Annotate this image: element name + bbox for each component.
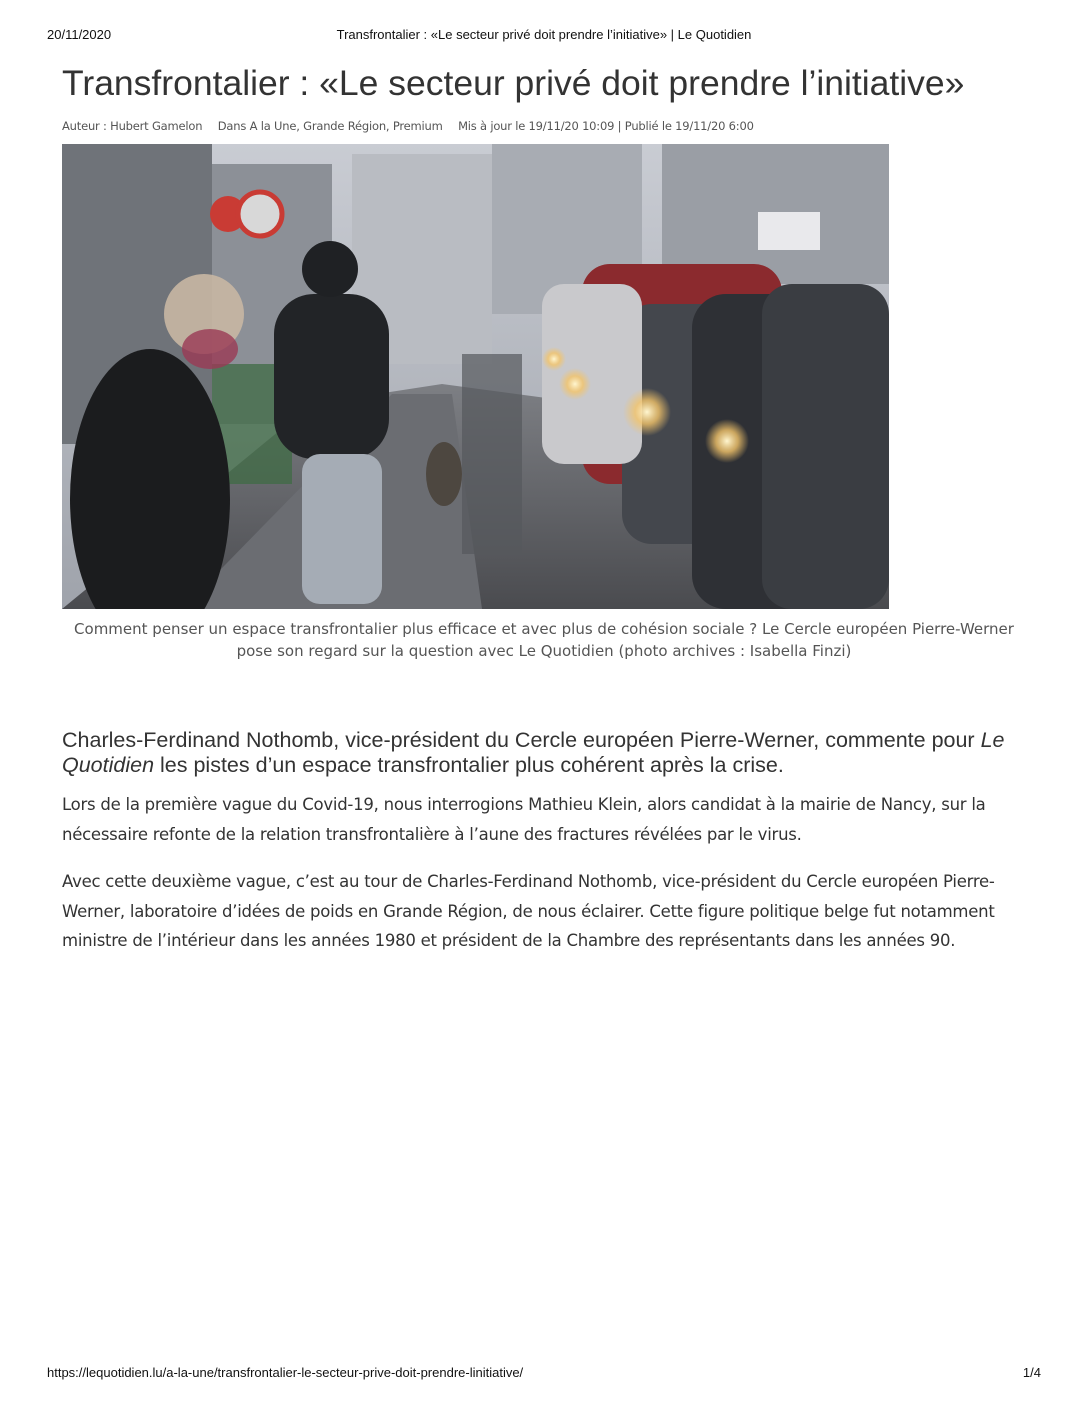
article-paragraph: Lors de la première vague du Covid-19, nous interrogions Mathieu Klein, alors candidat à la mairie de Nancy, sur la nécessaire refonte de la relation transfrontalière à l’aune des fractures révélées par le virus.	[62, 795, 986, 844]
print-footer-url: https://lequotidien.lu/a-la-une/transfrontalier-le-secteur-prive-doit-prendre-linitiative/	[47, 1365, 524, 1380]
print-header-title: Transfrontalier : «Le secteur privé doit prendre l’initiative» | Le Quotidien	[336, 27, 752, 42]
print-footer-page-number: 1/4	[1022, 1365, 1041, 1380]
article-paragraph: Avec cette deuxième vague, c’est au tour de Charles-Ferdinand Nothomb, vice-président du Cercle européen Pierre-Werner, laboratoire d’idées de poids en Grande Région, de nous éclairer. Cette figure politique belge fut notamment ministre de l’intérieur dans les années 1980 et président de la Chambre des représentants dans les années 90.	[62, 872, 995, 950]
article-dates: Mis à jour le 19/11/20 10:09 | Publié le 19/11/20 6:00	[458, 119, 754, 133]
article-lede	[62, 728, 1037, 778]
print-header-date: 20/11/2020	[47, 27, 112, 42]
article-author: Auteur : Hubert Gamelon	[62, 119, 203, 133]
article-headline: Transfrontalier : «Le secteur privé doit prendre l’initiative»	[62, 63, 965, 103]
lede-publication-name: Le Quotidien	[62, 728, 1005, 777]
lede-text-end: les pistes d’un espace transfrontalier plus cohérent après la crise.	[154, 753, 784, 777]
article-categories: Dans A la Une, Grande Région, Premium	[217, 119, 443, 133]
article-meta	[62, 119, 754, 133]
photo-caption: Comment penser un espace transfrontalier plus efficace et avec plus de cohésion sociale ? Le Cercle européen Pierre-Werner pose son regard sur la question avec Le Quotidien (photo archives : Isabella Finzi)	[74, 620, 1014, 660]
lede-text-start: Charles-Ferdinand Nothomb, vice-président du Cercle européen Pierre-Werner, commente pour	[62, 728, 981, 752]
article-photo	[62, 144, 889, 609]
